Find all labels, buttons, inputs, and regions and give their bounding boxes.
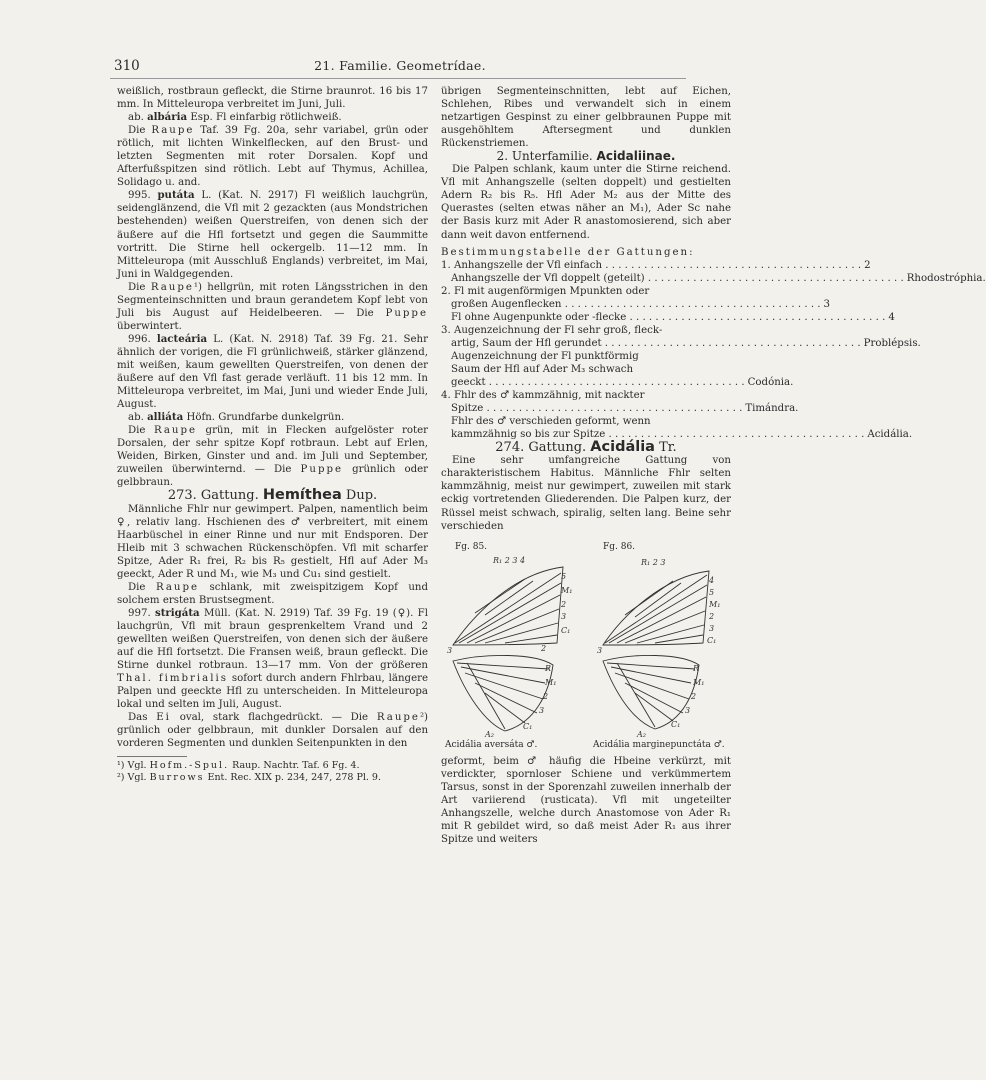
paragraph: 997. strigáta Müll. (Kat. N. 2919) Taf. 39 Fg. 19 (♀). Fl lauchgrün, Vfl mit braun gesprenkeltem Vrand und 2 gewellten weißen Querstreifen, von denen sich der äußere auf die Hfl fortsetzt. Die Fransen weiß, braun gefleckt. Die Stirne dunkel rotbraun. 13—17 mm. Von der größeren Thal. fimbrialis sofort durch andern Fhlrbau, längere Palpen und geeckte Hfl zu unterscheiden. In Mitteleuropa lokal und selten im Juli, August. (117, 606, 428, 711)
key-result: Problépsis. (863, 337, 921, 349)
footnote-2: ²) Vgl. Burrows Ent. Rec. XIX p. 234, 247, 278 Pl. 9. (117, 771, 381, 783)
svg-text:M₁: M₁ (545, 677, 557, 687)
svg-text:R: R (545, 663, 552, 673)
running-title: 21. Familie. Geometrídae. (314, 58, 486, 73)
key-row (441, 285, 731, 298)
key-result: Codónia. (747, 377, 794, 389)
key-row (441, 337, 921, 350)
svg-text:A₂: A₂ (637, 729, 646, 739)
key-row (441, 402, 799, 415)
left-column (117, 85, 428, 783)
key-result (728, 324, 731, 337)
species-name: albária (147, 111, 188, 124)
svg-text:5: 5 (561, 571, 567, 581)
key-row (441, 298, 831, 311)
key-row (441, 272, 986, 285)
key-row (441, 350, 731, 363)
subfamily-heading: 2. Unterfamilie. Acidaliinae. (496, 149, 676, 164)
paragraph: 995. putáta L. (Kat. N. 2917) Fl weißlich lauchgrün, seidenglänzend, die Vfl mit 2 gezackten (aus Mondstrichen bestehenden) weißen Querstreifen, von denen sich der äußere auf die Hfl fortsetzt und gegen die Saummitte vortritt. Die Stirne hell ockergelb. 11—12 mm. In Mitteleuropa (mit Ausschluß Englands) verbreitet, im Mai, Juni in Waldgegenden. (117, 189, 429, 280)
svg-text:R₁ 2 3 4: R₁ 2 3 4 (493, 555, 526, 565)
svg-text:3: 3 (685, 705, 691, 715)
paragraph: weißlich, rostbraun gefleckt, die Stirne braunrot. 16 bis 17 mm. In Mitteleuropa verbreitet im Juni, Juli. (117, 86, 428, 111)
svg-text:3: 3 (561, 611, 567, 621)
svg-text:3: 3 (447, 645, 453, 655)
paragraph: Die Raupe¹) hellgrün, mit roten Längsstrichen in den Segmenteinschnitten und braun gerandetem Kopf lebt von Juli bis August auf Heidelbeeren. — Die Puppe überwintert. (117, 281, 428, 332)
key-result: Rhodostróphia. (906, 272, 986, 284)
footnote-rule (117, 756, 187, 757)
key-text: geeckt . . . . . . . . . . . . . . . . . . . . . . . . . . . . . . . . . . . . . . . . (451, 377, 745, 389)
paragraph: Die Raupe schlank, mit zweispitzigem Kopf und solchem ersten Brustsegment. (117, 581, 428, 606)
identification-key (441, 259, 986, 442)
key-text: 2. Fl mit augenförmigen Mpunkten oder (441, 285, 650, 297)
svg-text:2: 2 (543, 691, 549, 701)
paragraph: Eine sehr umfangreiche Gattung von charakteristischem Habitus. Männliche Fhlr selten kammzähnig, meist nur gewimpert, zuweilen mit stark eckig vortretenden Gliederenden. Die Palpen kurz, der Rüssel meist schwach, spiralig, selten lang. Beine sehr verschieden (441, 455, 731, 532)
species-name: lacteária (156, 332, 208, 345)
wing-venation-diagram (593, 553, 728, 738)
key-text: 4. Fhlr des ♂ kammzähnig, mit nackter (441, 390, 645, 402)
key-row (441, 415, 731, 428)
svg-text:4: 4 (709, 575, 715, 585)
right-column (441, 85, 986, 846)
figure-label: Fg. 85. (455, 541, 488, 552)
page-number: 310 (114, 58, 140, 74)
svg-text:M₁: M₁ (561, 585, 573, 595)
key-title: Bestimmungstabelle der Gattungen: (441, 246, 695, 258)
key-row (441, 324, 731, 337)
footnote-1: ¹) Vgl. Hofm.-Spul. Raup. Nachtr. Taf. 6 Fg. 4. (117, 760, 360, 772)
key-result (728, 350, 731, 363)
paragraph: Männliche Fhlr nur gewimpert. Palpen, namentlich beim ♀, relativ lang. Hschienen des ♂ verbreitert, mit einem Haarbüschel in einer Rinne und nur mit Endsporen. Der Hleib mit 3 schwachen Rückenschöpfen. Vfl mit scharfer Spitze, Ader R₁ frei, R₂ bis R₅ gestielt, Hfl auf Ader M₃ geeckt, Ader R und M₁, wie M₃ und Cu₁ sind gestielt. (117, 503, 428, 580)
page-header (0, 58, 800, 78)
svg-text:5: 5 (709, 587, 715, 597)
svg-text:M₁: M₁ (693, 677, 705, 687)
key-result: Acidália. (867, 429, 913, 441)
key-text: Anhangszelle der Vfl doppelt (geteilt) . . . . . . . . . . . . . . . . . . . . . . . . . . . . . . . . . . . . . . . . (451, 272, 904, 284)
wing-venation-diagram (445, 553, 580, 738)
svg-text:R₁ 2 3: R₁ 2 3 (641, 557, 666, 567)
key-result: 2 (864, 259, 871, 271)
svg-text:M₁: M₁ (709, 599, 721, 609)
svg-text:C₁: C₁ (561, 625, 571, 635)
figure-85 (445, 541, 580, 751)
svg-text:C₁: C₁ (671, 719, 681, 729)
genus-heading-273: 273. Gattung. Hemíthea Dup. (167, 487, 378, 504)
svg-text:3: 3 (539, 705, 545, 715)
key-text: kammzähnig so bis zur Spitze . . . . . . . . . . . . . . . . . . . . . . . . . . . . . . . . . . . . . . . . (451, 429, 865, 441)
key-row (441, 311, 895, 324)
paragraph: geformt, beim ♂ häufig die Hbeine verkürzt, mit verdickter, spornloser Schiene und verkümmertem Tarsus, sonst in der Sporenzahl zuweilen innerhalb der Art variierend (rusticata). Vfl mit ungeteilter Anhangszelle, welche durch Anastomose von Ader R₁ mit R gebildet wird, so daß meist Ader R₁ aus ihrer Spitze und weiters (441, 755, 731, 845)
svg-text:2: 2 (541, 643, 547, 653)
paragraph: ab. albária Esp. Fl einfarbig rötlichweiß. (128, 111, 342, 124)
key-text: Saum der Hfl auf Ader M₃ schwach (451, 363, 634, 375)
key-text: Augenzeichnung der Fl punktförmig (451, 350, 639, 362)
key-result (728, 389, 731, 402)
paragraph: Die Raupe grün, mit in Flecken aufgelöster roter Dorsalen, der sehr spitze Kopf rotbraun. Lebt auf Erlen, Weiden, Birken, Ginster und and. im Juli und September, zuweilen überwinternd. — Die Puppe grünlich oder gelbbraun. (117, 425, 429, 489)
figure-caption: Acidália marginepunctáta ♂. (593, 739, 725, 750)
genus-heading-274: 274. Gattung. Acidália Tr. (495, 439, 677, 456)
key-text: Spitze . . . . . . . . . . . . . . . . . . . . . . . . . . . . . . . . . . . . . . . . (451, 403, 743, 415)
header-rule (110, 78, 686, 79)
svg-text:2: 2 (709, 611, 715, 621)
key-row (441, 259, 871, 272)
key-text: Fhlr des ♂ verschieden geformt, wenn (451, 416, 651, 428)
key-text: 3. Augenzeichnung der Fl sehr groß, fleck- (441, 324, 663, 336)
figure-caption: Acidália aversáta ♂. (445, 739, 538, 750)
key-text: Fl ohne Augenpunkte oder -flecke . . . . . . . . . . . . . . . . . . . . . . . . . . . . . . . . . . . . . . . . (451, 311, 886, 323)
species-name: alliáta (147, 411, 184, 424)
key-row (441, 389, 731, 402)
svg-text:C₁: C₁ (523, 721, 533, 731)
paragraph: Die Raupe Taf. 39 Fg. 20a, sehr variabel, grün oder rötlich, mit lichten Winkelflecken, auf den Brust- und letzten Segmenten mit roter Dorsalen. Kopf und Afterfußspitzen sind rötlich. Lebt auf Thymus, Achillea, Solidago u. and. (117, 125, 428, 189)
svg-text:3: 3 (597, 645, 603, 655)
svg-text:2: 2 (691, 691, 697, 701)
paragraph: Die Palpen schlank, kaum unter die Stirne reichend. Vfl mit Anhangszelle (selten doppelt) und gestielten Adern R₂ bis R₅. Hfl Ader M₂ aus der Mitte des Querastes (selten etwas näher an M₁), Ader Sc nahe der Basis kurz mit Ader R anastomosierend, sich aber dann weit davon entfernend. (441, 164, 731, 241)
paragraph: übrigen Segmenteinschnitten, lebt auf Eichen, Schlehen, Ribes und verwandelt sich in einem netzartigen Gespinst zu einer gelbbraunen Puppe mit ausgehöhltem Aftersegment und dunklen Rückenstriemen. (441, 86, 731, 150)
key-result (728, 285, 731, 298)
paragraph: ab. alliáta Höfn. Grundfarbe dunkelgrün. (128, 411, 345, 424)
svg-text:C₁: C₁ (707, 635, 717, 645)
key-text: 1. Anhangszelle der Vfl einfach . . . . . . . . . . . . . . . . . . . . . . . . . . . . . . . . . . . . . . . . (441, 259, 862, 271)
svg-text:R: R (693, 663, 700, 673)
paragraph: Das Ei oval, stark flachgedrückt. — Die Raupe²) grünlich oder gelbbraun, mit dunkler Dorsalen auf den vorderen Segmenten und dunklen Seitenpunkten in den (117, 712, 428, 750)
key-result: Timándra. (745, 403, 799, 415)
key-result: 3 (823, 298, 831, 310)
figure-86 (593, 541, 728, 751)
svg-text:2: 2 (561, 599, 567, 609)
key-result: 4 (888, 311, 895, 323)
svg-text:3: 3 (709, 623, 715, 633)
figure-label: Fg. 86. (603, 541, 636, 552)
species-name: putáta (157, 189, 195, 202)
key-row (441, 363, 731, 376)
species-name: strigáta (154, 606, 200, 619)
paragraph: 996. lacteária L. (Kat. N. 2918) Taf. 39 Fg. 21. Sehr ähnlich der vorigen, die Fl grünlichweiß, stärker glänzend, mit weißen, kaum gewellten Querstreifen, von denen der äußere auf den Vfl fast gerade verläuft. 11 bis 12 mm. In Mitteleuropa verbreitet, im Mai, Juni und wieder Ende Juli, August. (117, 332, 428, 411)
key-result (728, 415, 731, 428)
key-row (441, 376, 794, 389)
key-text: artig, Saum der Hfl gerundet . . . . . . . . . . . . . . . . . . . . . . . . . . . . . . . . . . . . . . . . (451, 337, 861, 349)
svg-text:A₂: A₂ (485, 729, 494, 739)
figures (441, 541, 731, 751)
key-text: großen Augenflecken . . . . . . . . . . . . . . . . . . . . . . . . . . . . . . . . . . . . . . . . (451, 298, 821, 310)
key-result (728, 363, 731, 376)
